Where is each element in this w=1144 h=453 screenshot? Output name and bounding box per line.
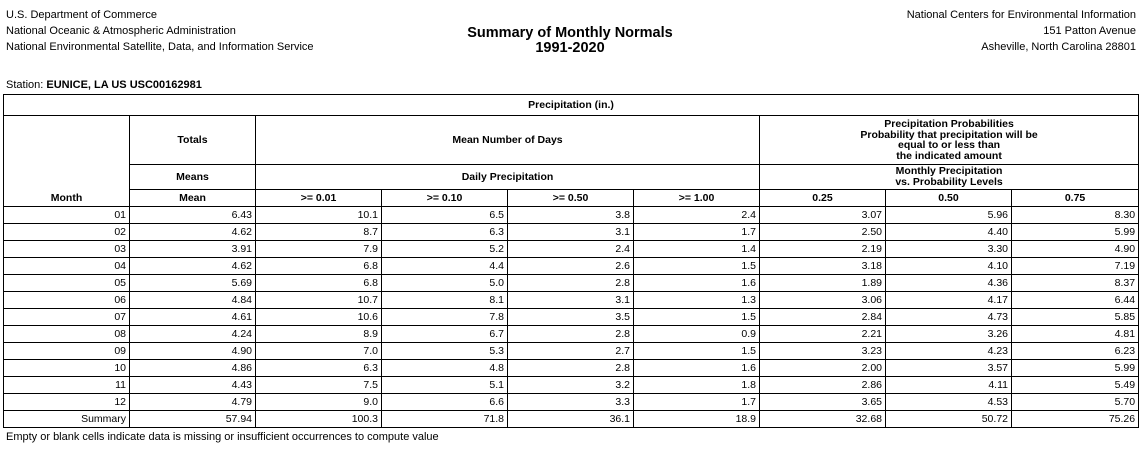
table-cell: 4.90 [1012, 241, 1139, 258]
table-cell: 6.3 [256, 360, 382, 377]
table-cell: 36.1 [508, 411, 634, 428]
column-header: Mean [130, 190, 256, 207]
table-cell: 6.5 [382, 207, 508, 224]
table-cell: 4.53 [886, 394, 1012, 411]
table-cell: 3.8 [508, 207, 634, 224]
monthly-prob-line-2: vs. Probability Levels [895, 176, 1003, 188]
table-cell: 2.4 [634, 207, 760, 224]
table-cell: 4.23 [886, 343, 1012, 360]
table-cell: 6.8 [256, 258, 382, 275]
table-row [4, 326, 1139, 343]
table-cell: 6.44 [1012, 292, 1139, 309]
table-cell: 6.43 [130, 207, 256, 224]
table-cell: 3.06 [760, 292, 886, 309]
table-row [4, 207, 1139, 224]
table-cell: 4.62 [130, 258, 256, 275]
month-cell: 10 [4, 360, 130, 377]
table-cell: 7.19 [1012, 258, 1139, 275]
column-header: 0.75 [1012, 190, 1139, 207]
table-body [4, 207, 1139, 428]
probabilities-header [760, 116, 1139, 165]
table-cell: 2.86 [760, 377, 886, 394]
report-period: 1991-2020 [535, 40, 605, 56]
table-cell: 2.7 [508, 343, 634, 360]
table-cell: 8.37 [1012, 275, 1139, 292]
table-cell: 5.70 [1012, 394, 1139, 411]
table-cell: 3.18 [760, 258, 886, 275]
table-cell: 71.8 [382, 411, 508, 428]
month-cell: 01 [4, 207, 130, 224]
table-cell: 5.2 [382, 241, 508, 258]
table-cell: 4.40 [886, 224, 1012, 241]
table-cell: 2.8 [508, 326, 634, 343]
table-cell: 4.17 [886, 292, 1012, 309]
table-cell: 1.6 [634, 275, 760, 292]
station-value: EUNICE, LA US USC00162981 [46, 79, 202, 91]
table-cell: 1.8 [634, 377, 760, 394]
table-cell: 3.1 [508, 224, 634, 241]
month-cell: 04 [4, 258, 130, 275]
table-cell: 2.6 [508, 258, 634, 275]
means-header: Means [130, 165, 256, 190]
table-cell: 5.69 [130, 275, 256, 292]
table-cell: 4.61 [130, 309, 256, 326]
table-cell: 10.6 [256, 309, 382, 326]
table-cell: 5.49 [1012, 377, 1139, 394]
table-cell: 5.99 [1012, 360, 1139, 377]
table-cell: 3.5 [508, 309, 634, 326]
table-cell: 18.9 [634, 411, 760, 428]
table-cell: 6.6 [382, 394, 508, 411]
month-cell: 02 [4, 224, 130, 241]
month-cell: Summary [4, 411, 130, 428]
table-cell: 4.36 [886, 275, 1012, 292]
table-cell: 8.9 [256, 326, 382, 343]
table-cell: 6.7 [382, 326, 508, 343]
report-title: Summary of Monthly Normals [467, 25, 673, 41]
agency-line-2: National Oceanic & Atmospheric Administration [6, 25, 236, 37]
table-cell: 2.00 [760, 360, 886, 377]
table-cell: 2.19 [760, 241, 886, 258]
table-cell: 32.68 [760, 411, 886, 428]
table-cell: 4.84 [130, 292, 256, 309]
table-cell: 4.43 [130, 377, 256, 394]
table-cell: 2.8 [508, 275, 634, 292]
table-cell: 5.99 [1012, 224, 1139, 241]
table-cell: 5.96 [886, 207, 1012, 224]
agency-line-3: National Environmental Satellite, Data, and Information Service [6, 41, 314, 53]
month-cell: 08 [4, 326, 130, 343]
address-line-3: Asheville, North Carolina 28801 [981, 41, 1136, 53]
table-cell: 75.26 [1012, 411, 1139, 428]
table-row [4, 224, 1139, 241]
table-cell: 4.90 [130, 343, 256, 360]
table-row [4, 258, 1139, 275]
prob-line-3: equal to or less than [897, 139, 1001, 151]
table-row [4, 309, 1139, 326]
table-row [4, 377, 1139, 394]
daily-precip-header: Daily Precipitation [256, 165, 760, 190]
table-cell: 3.57 [886, 360, 1012, 377]
summary-row [4, 411, 1139, 428]
address-block [907, 7, 1136, 55]
table-cell: 3.23 [760, 343, 886, 360]
table-cell: 2.50 [760, 224, 886, 241]
table-row [4, 394, 1139, 411]
month-header-spacer [4, 116, 130, 165]
table-cell: 7.8 [382, 309, 508, 326]
table-cell: 5.85 [1012, 309, 1139, 326]
month-cell: 09 [4, 343, 130, 360]
table-cell: 6.3 [382, 224, 508, 241]
table-cell: 3.30 [886, 241, 1012, 258]
month-header-spacer-2 [4, 165, 130, 190]
month-cell: 06 [4, 292, 130, 309]
table-cell: 4.24 [130, 326, 256, 343]
table-cell: 10.1 [256, 207, 382, 224]
table-cell: 1.5 [634, 309, 760, 326]
month-cell: 03 [4, 241, 130, 258]
table-cell: 9.0 [256, 394, 382, 411]
table-cell: 8.7 [256, 224, 382, 241]
table-cell: 100.3 [256, 411, 382, 428]
totals-header: Totals [130, 116, 256, 165]
table-cell: 1.7 [634, 394, 760, 411]
table-cell: 2.8 [508, 360, 634, 377]
address-line-1: National Centers for Environmental Information [906, 9, 1136, 21]
table-cell: 5.1 [382, 377, 508, 394]
table-cell: 4.79 [130, 394, 256, 411]
table-cell: 7.9 [256, 241, 382, 258]
month-cell: 12 [4, 394, 130, 411]
table-cell: 3.26 [886, 326, 1012, 343]
table-cell: 6.23 [1012, 343, 1139, 360]
station-line [6, 79, 202, 91]
table-cell: 10.7 [256, 292, 382, 309]
table-cell: 1.5 [634, 258, 760, 275]
column-header: Month [4, 190, 130, 207]
footnote: Empty or blank cells indicate data is missing or insufficient occurrences to compute value [6, 431, 439, 443]
table-row [4, 292, 1139, 309]
normals-table [3, 94, 1139, 428]
table-cell: 4.62 [130, 224, 256, 241]
section-title: Precipitation (in.) [4, 95, 1139, 116]
table-cell: 7.5 [256, 377, 382, 394]
table-row [4, 343, 1139, 360]
month-cell: 05 [4, 275, 130, 292]
table-cell: 4.4 [382, 258, 508, 275]
station-label: Station: [6, 79, 44, 91]
column-header: >= 0.50 [508, 190, 634, 207]
prob-line-2: Probability that precipitation will be [860, 128, 1038, 141]
agency-line-1: U.S. Department of Commerce [6, 9, 157, 21]
monthly-prob-line-1: Monthly Precipitation [895, 165, 1003, 177]
table-cell: 2.84 [760, 309, 886, 326]
table-cell: 8.30 [1012, 207, 1139, 224]
table-cell: 5.3 [382, 343, 508, 360]
month-cell: 11 [4, 377, 130, 394]
table-cell: 3.65 [760, 394, 886, 411]
table-cell: 4.81 [1012, 326, 1139, 343]
table-row [4, 275, 1139, 292]
table-cell: 3.07 [760, 207, 886, 224]
mean-days-header: Mean Number of Days [256, 116, 760, 165]
table-cell: 50.72 [886, 411, 1012, 428]
table-row [4, 241, 1139, 258]
prob-line-1: Precipitation Probabilities [884, 118, 1014, 130]
table-cell: 1.5 [634, 343, 760, 360]
table-cell: 1.3 [634, 292, 760, 309]
table-cell: 3.1 [508, 292, 634, 309]
table-cell: 4.73 [886, 309, 1012, 326]
prob-line-4: the indicated amount [896, 149, 1002, 162]
table-cell: 4.8 [382, 360, 508, 377]
table-cell: 57.94 [130, 411, 256, 428]
table-cell: 3.91 [130, 241, 256, 258]
table-cell: 0.9 [634, 326, 760, 343]
column-header: 0.50 [886, 190, 1012, 207]
table-cell: 1.4 [634, 241, 760, 258]
table-cell: 5.0 [382, 275, 508, 292]
table-row [4, 360, 1139, 377]
address-line-2: 151 Patton Avenue [1043, 25, 1136, 37]
column-header: >= 1.00 [634, 190, 760, 207]
table-cell: 1.89 [760, 275, 886, 292]
column-header: >= 0.01 [256, 190, 382, 207]
table-cell: 2.21 [760, 326, 886, 343]
table-cell: 1.6 [634, 360, 760, 377]
table-cell: 7.0 [256, 343, 382, 360]
month-cell: 07 [4, 309, 130, 326]
monthly-prob-header [760, 165, 1139, 190]
table-cell: 2.4 [508, 241, 634, 258]
table-cell: 4.10 [886, 258, 1012, 275]
table-cell: 1.7 [634, 224, 760, 241]
column-header: >= 0.10 [382, 190, 508, 207]
table-cell: 4.11 [886, 377, 1012, 394]
column-header: 0.25 [760, 190, 886, 207]
table-cell: 8.1 [382, 292, 508, 309]
table-cell: 6.8 [256, 275, 382, 292]
table-cell: 3.2 [508, 377, 634, 394]
table-cell: 4.86 [130, 360, 256, 377]
table-cell: 3.3 [508, 394, 634, 411]
